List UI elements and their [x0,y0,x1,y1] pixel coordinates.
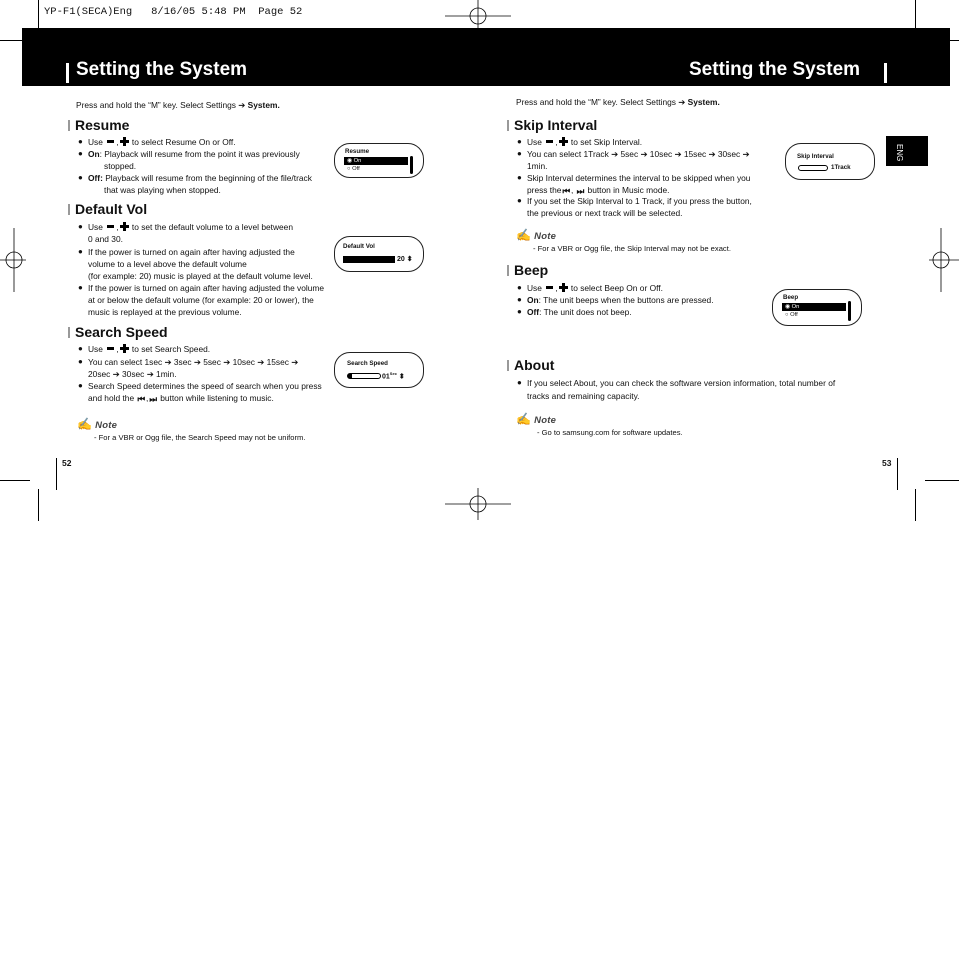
intro-right: Press and hold the “M” key. Select Settings ➔ System. [516,97,720,107]
title-bar-left [66,63,69,83]
page-title-left: Setting the System [76,59,248,80]
page-title-right: Setting the System [689,59,861,80]
registration-mark-bottom [445,488,511,520]
volume-bar [343,256,395,263]
page-number-left: 52 [62,458,72,468]
minus-icon [107,347,114,350]
beep-bullet-on: ● On: The unit beeps when the buttons are pressed. [517,295,714,305]
search-speed-bullet-use: ● Use , to set Search Speed. [78,344,211,354]
resume-bullet-use: ● Use , to select Resume On or Off. [78,137,236,147]
beep-bullet-off: ● Off: The unit does not beep. [517,307,632,317]
note-label-right-2: ✍ Note [516,412,557,426]
resume-bullet-off: ● Off: Playback will resume from the beginning of the file/track that was playing when stopped. [78,173,312,195]
skip-back-icon: ⏮ [137,394,145,404]
heading-search-speed: Search Speed [68,324,168,340]
pencil-icon: ✍ [516,228,532,242]
lcd-option: ○ Off [785,312,798,318]
heading-default-vol: Default Vol [68,201,147,217]
lcd-skip-interval: Skip Interval 1Track [785,143,875,180]
note-label-right-1: ✍ Note [516,228,557,242]
skip-interval-bullet-use: ● Use , to set Skip Interval. [517,137,643,147]
note-text-left: - For a VBR or Ogg file, the Search Speed may not be uniform. [94,433,306,442]
intro-left: Press and hold the “M” key. Select Settings ➔ System. [76,100,280,110]
plus-icon [120,137,129,146]
lcd-beep: Beep ◉ On ○ Off [772,289,862,326]
resume-bullet-on: ● On: Playback will resume from the point it was previously stopped. [78,149,300,171]
lcd-option-selected: ◉ On [782,303,846,311]
print-info: YP-F1(SECA)Eng 8/16/05 5:48 PM Page 52 [44,6,303,18]
plus-icon [120,344,129,353]
lcd-option: ○ Off [347,166,360,172]
lcd-option-selected: ◉ On [344,157,408,165]
heading-skip-interval: Skip Interval [507,117,597,133]
default-vol-bullet-3: ● If the power is turned on again after having adjusted the volume at or below the default volume (for example: 20 or lower), the music is replayed at the previous volume. [78,283,325,317]
pencil-icon: ✍ [516,412,532,426]
lcd-resume: Resume ◉ On ○ Off [334,143,424,178]
language-tab: ENG [886,136,928,166]
beep-bullet-use: ● Use , to select Beep On or Off. [517,283,663,293]
registration-mark-right [929,228,959,292]
search-speed-bullet-3: ● Search Speed determines the speed of search when you press and hold the ⏮,⏭ button while listening to music. [78,381,322,404]
skip-bar [798,165,828,171]
speed-bar [347,373,381,379]
skip-forward-icon: ⏭ [576,186,585,196]
minus-icon [546,286,553,289]
default-vol-bullet-use: ● Use , to set the default volume to a level between 0 and 30. [78,222,293,244]
about-bullet: ● If you select About, you can check the software version information, total number of tracks and remaining capacity. [517,378,836,401]
heading-about: About [507,357,554,373]
heading-beep: Beep [507,262,548,278]
plus-icon [559,137,568,146]
skip-forward-icon: ⏭ [149,394,157,404]
lcd-default-vol: Default Vol 20 ⬍ [334,236,424,272]
minus-icon [107,140,114,143]
skip-interval-bullet-3: ● Skip Interval determines the interval to be skipped when you press the⏮, ⏭ button in Music mode. [517,173,751,196]
minus-icon [546,140,553,143]
registration-mark-left [0,228,26,292]
skip-back-icon: ⏮ [562,186,570,196]
search-speed-bullet-2: ● You can select 1sec ➔ 3sec ➔ 5sec ➔ 10sec ➔ 15sec ➔ 20sec ➔ 30sec ➔ 1min. [78,357,299,379]
minus-icon [107,225,114,228]
skip-interval-bullet-4: ● If you set the Skip Interval to 1 Track, if you press the button, the previous or next track will be selected. [517,196,752,218]
note-label-left: ✍ Note [77,417,118,431]
title-bar-right [884,63,887,83]
note-text-right-1: - For a VBR or Ogg file, the Skip Interval may not be exact. [533,244,731,253]
skip-interval-bullet-2: ● You can select 1Track ➔ 5sec ➔ 10sec ➔ 15sec ➔ 30sec ➔ 1min. [517,149,750,171]
page-number-right: 53 [882,458,892,468]
note-text-right-2: - Go to samsung.com for software updates. [537,428,683,437]
heading-resume: Resume [68,117,129,133]
plus-icon [559,283,568,292]
pencil-icon: ✍ [77,417,93,431]
default-vol-bullet-2: ● If the power is turned on again after having adjusted the volume to a level above the default volume (for example: 20) music is played at the default volume level. [78,247,313,281]
lcd-search-speed: Search Speed $01^{Sec}$ ⬍ [334,352,424,388]
plus-icon [120,222,129,231]
